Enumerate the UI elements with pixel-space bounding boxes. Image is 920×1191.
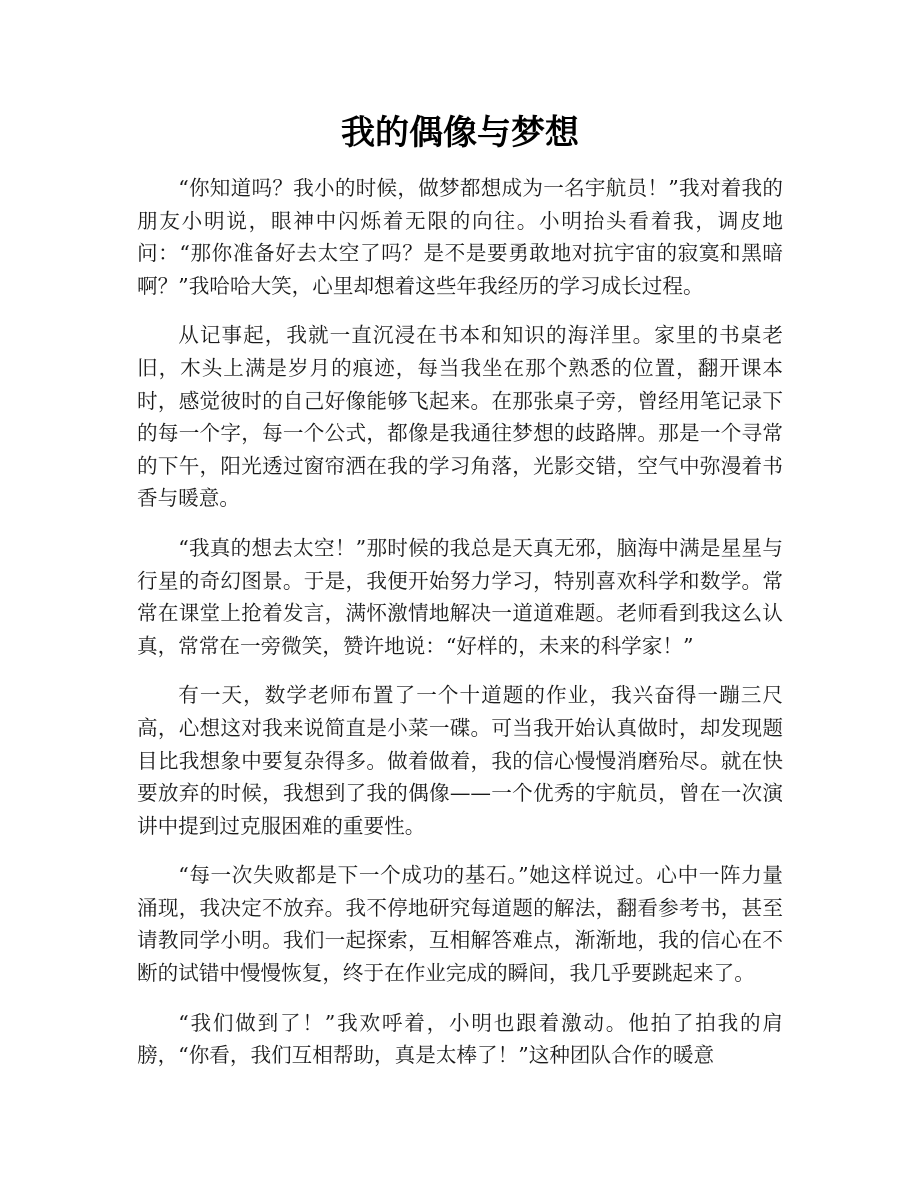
document-body [137, 172, 783, 1089]
paragraph-3: “我真的想去太空！”那时候的我总是天真无邪，脑海中满是星星与行星的奇幻图景。于是，我便开始努力学习，特别喜欢科学和数学。常常在课堂上抢着发言，满怀激情地解决一道道难题。老师看到我这么认真，常常在一旁微笑，赞许地说：“好样的，未来的科学家！” [137, 535, 783, 658]
document-title: 我的偶像与梦想 [341, 113, 579, 153]
paragraph-1: “你知道吗？我小的时候，做梦都想成为一名宇航员！”我对着我的朋友小明说，眼神中闪烁着无限的向往。小明抬头看着我，调皮地问：“那你准备好去太空了吗？是不是要勇敢地对抗宇宙的寂寞和黑暗啊？”我哈哈大笑，心里却想着这些年我经历的学习成长过程。 [137, 176, 783, 298]
paragraph-6: “我们做到了！”我欢呼着，小明也跟着激动。他拍了拍我的肩膀，“你看，我们互相帮助，真是太棒了！”这种团队合作的暖意 [137, 1010, 783, 1068]
paragraph-2: 从记事起，我就一直沉浸在书本和知识的海洋里。家里的书桌老旧，木头上满是岁月的痕迹，每当我坐在那个熟悉的位置，翻开课本时，感觉彼时的自己好像能够飞起来。在那张桌子旁，曾经用笔记录下的每一个字，每一个公式，都像是我通往梦想的歧路牌。那是一个寻常的下午，阳光透过窗帘洒在我的学习角落，光影交错，空气中弥漫着书香与暖意。 [137, 323, 783, 511]
paragraph-4: 有一天，数学老师布置了一个十道题的作业，我兴奋得一蹦三尺高，心想这对我来说简直是小菜一碟。可当我开始认真做时，却发现题目比我想象中要复杂得多。做着做着，我的信心慢慢消磨殆尽。就在快要放弃的时候，我想到了我的偶像——一个优秀的宇航员，曾在一次演讲中提到过克服困难的重要性。 [137, 683, 783, 838]
paragraph-5: “每一次失败都是下一个成功的基石。”她这样说过。心中一阵力量涌现，我决定不放弃。我不停地研究每道题的解法，翻看参考书，甚至请教同学小明。我们一起探索，互相解答难点，渐渐地，我的信心在不断的试错中慢慢恢复，终于在作业完成的瞬间，我几乎要跳起来了。 [137, 863, 783, 986]
